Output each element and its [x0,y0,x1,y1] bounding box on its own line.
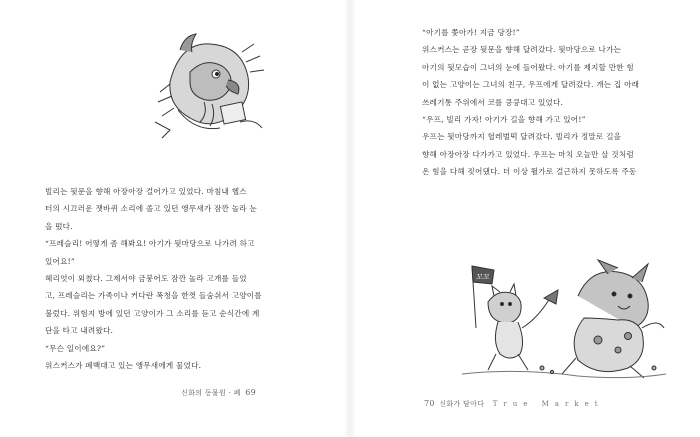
folio-title: 신화가 담아다 [439,400,485,408]
paragraph-line: 불렀다. 위험지 방에 있던 고양이가 그 소리를 듣고 순식간에 계 [45,308,260,318]
page-number: 70 [424,399,435,408]
paragraph-line: 우프는 뒷마당까지 헐레벌떡 달려갔다. 빌리가 정말로 길을 [422,132,622,142]
paragraph-line: 고, 프레슬리는 가족이나 커다란 폭청을 한껏 들숨쉬서 고양이를 [45,291,262,301]
series-text: True Market [492,400,604,408]
right-body-text [422,24,687,181]
page-number: 69 [245,388,256,397]
paragraph-line: 온 힘을 다해 짖어댔다. 더 이상 뛸가로 걸근하지 못하도록 주동 [422,167,637,177]
paragraph-line: 향해 아장아장 다가가고 있었다. 우프는 마치 오늘만 살 것처럼 [422,149,634,159]
paragraph-line: 빌리는 뒷문을 향해 아장아장 걸어가고 있었다. 마침내 헬스 [45,187,247,196]
paragraph-line: 위스커스는 곧장 뒷문을 향해 달려갔다. 뒷마당으로 나가는 [422,45,622,55]
right-folio [422,399,604,409]
dog-cat-illustration [458,258,668,380]
paragraph-line: “우프, 빌리 가자! 아기가 길을 향해 가고 있어!” [422,115,586,125]
paragraph-line: 아기의 뒷모습이 그녀의 눈에 들어왔다. 아기를 제지할 만한 힘 [422,62,634,72]
flag-label: 꼬꼬 [476,273,490,281]
paragraph-line: 터의 시끄러운 잿바퀴 소리에 졸고 있던 앵무새가 잠깐 놀라 눈 [45,204,257,214]
paragraph-line: 쓰레기통 주위에서 코를 킁킁대고 있었다. [422,97,564,107]
paragraph-line: 위스커스가 폐백대고 있는 앵무새에게 물었다. [45,361,202,371]
paragraph-line: “무슨 일이에요?” [45,343,106,353]
paragraph-line: 이 없는 고양이는 그녀의 친구, 우프에게 달려갔다. 개는 집 아래 [422,80,640,90]
right-page [350,0,700,437]
paragraph-line: 있어요!” [45,256,75,266]
folio-title: 신화의 동물원 · 폐 [181,389,241,397]
paragraph-line: “아기를 쫓아가! 지금 당장!” [422,28,520,37]
left-body-text [45,183,305,374]
parrot-illustration [150,22,270,140]
left-folio [181,388,258,398]
paragraph-line: 단을 타고 내려왔다. [45,326,114,336]
paragraph-line: 헤리엇이 외쳤다. 그제서야 금붕어도 잠깐 놀라 고개를 들었 [45,274,247,284]
paragraph-line: 을 떴다. [45,221,73,231]
paragraph-line: “프레슬리! 어떻게 좀 해봐요! 아기가 뒷마당으로 나가려 하고 [45,239,255,249]
